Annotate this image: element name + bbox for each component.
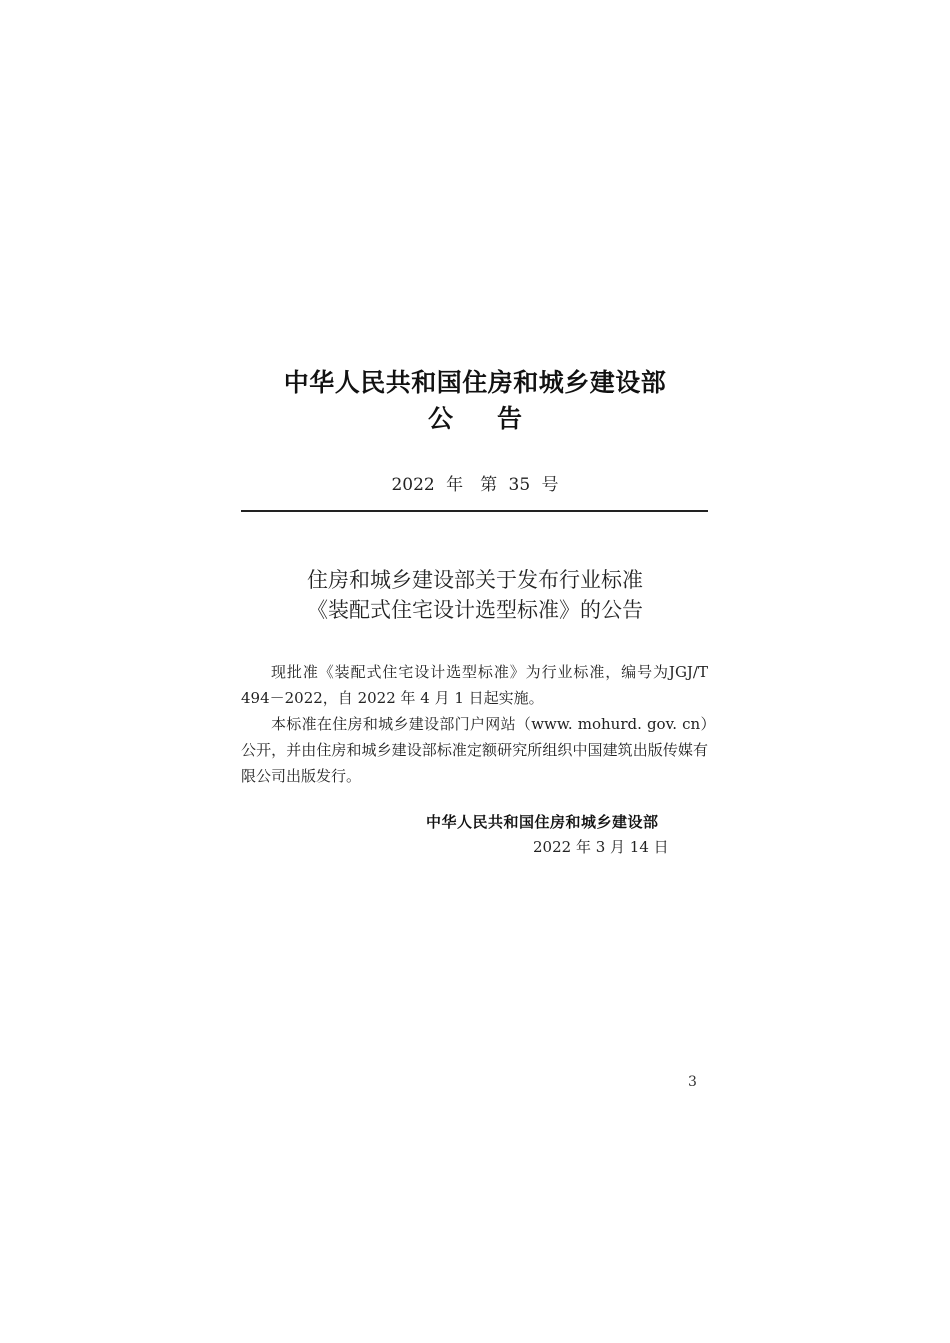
body-paragraph-1: 现批准《装配式住宅设计选型标准》为行业标准，编号为JGJ/T 494－2022，自 2022 年 4 月 1 日起实施。 <box>241 663 708 707</box>
notice-title-line-1: 住房和城乡建设部关于发布行业标准 <box>307 568 643 592</box>
body-paragraph-2: 本标准在住房和城乡建设部门户网站（www. mohurd. gov. cn）公开，并由住房和城乡建设部标准定额研究所组织中国建筑出版传媒有限公司出版发行。 <box>241 715 708 785</box>
page-number: 3 <box>688 1074 697 1090</box>
notice-heading: 公告 <box>427 404 566 433</box>
notice-title <box>0 565 950 625</box>
issue-number: 2022 年 第 35 号 <box>391 475 559 495</box>
issuer-signature: 中华人民共和国住房和城乡建设部 <box>426 813 659 831</box>
notice-title-line-2: 《装配式住宅设计选型标准》的公告 <box>307 598 643 622</box>
header-divider <box>241 510 708 512</box>
notice-body <box>241 659 708 789</box>
signature-date: 2022 年 3 月 14 日 <box>533 838 669 856</box>
ministry-title: 中华人民共和国住房和城乡建设部 <box>283 368 667 397</box>
